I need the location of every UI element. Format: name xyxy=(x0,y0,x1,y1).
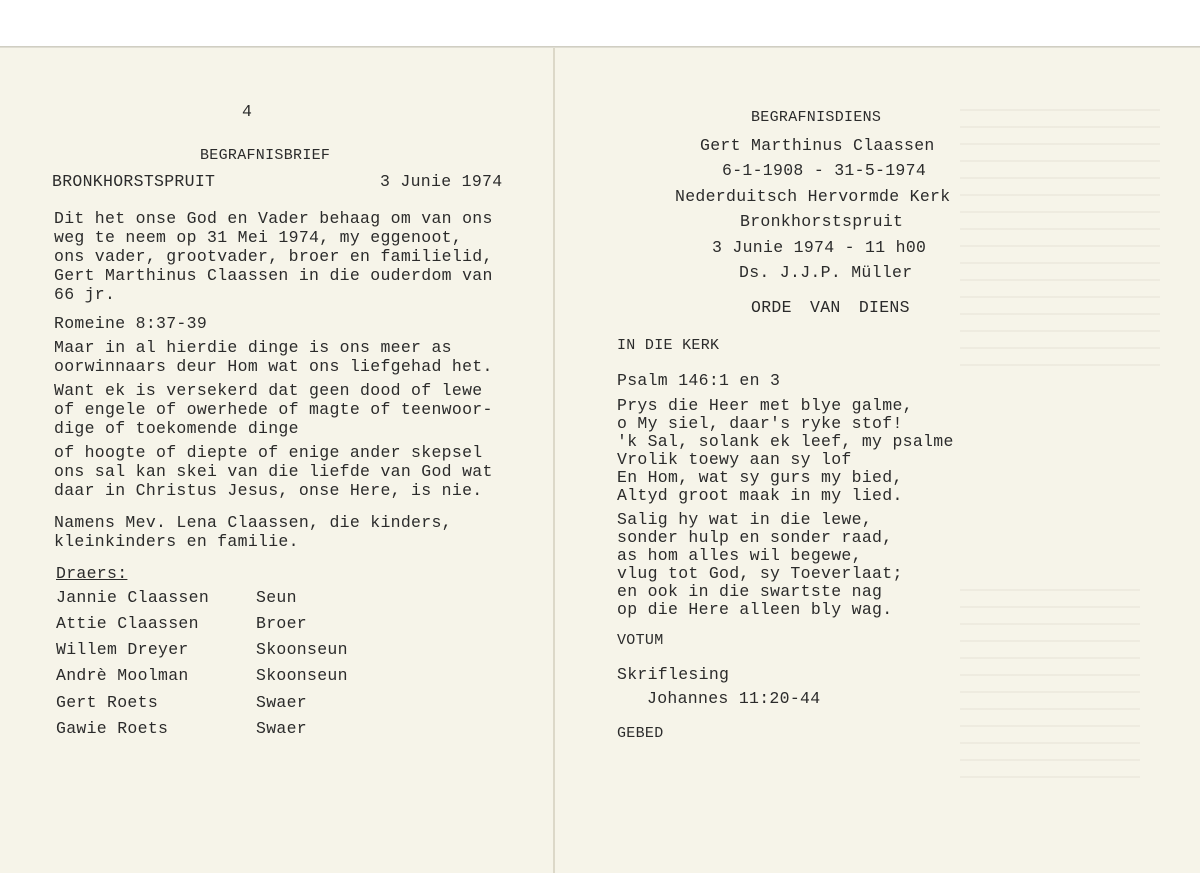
hymn-line: o My siel, daar's ryke stof! xyxy=(617,414,903,433)
bearer-name: Gawie Roets xyxy=(56,719,169,738)
place-name: BRONKHORSTSPRUIT xyxy=(52,172,216,191)
verse-line: dige of toekomende dinge xyxy=(54,419,299,438)
on-behalf-line: Namens Mev. Lena Claassen, die kinders, xyxy=(54,513,452,532)
minister-name: Ds. J.J.P. Müller xyxy=(739,263,913,282)
hymn-line: Vrolik toewy aan sy lof xyxy=(617,450,852,469)
order-of-service-title: ORDE VAN DIENS xyxy=(751,298,910,317)
section-heading: VOTUM xyxy=(617,632,664,649)
bearer-relation: Broer xyxy=(256,614,308,633)
life-dates: 6-1-1908 - 31-5-1974 xyxy=(722,161,927,180)
bearer-relation: Skoonseun xyxy=(256,640,348,659)
verse-line: Maar in al hierdie dinge is ons meer as xyxy=(54,338,452,357)
hymn-line: Salig hy wat in die lewe, xyxy=(617,510,873,529)
announcement-line: Gert Marthinus Claassen in die ouderdom van xyxy=(54,266,493,285)
hymn-line: Altyd groot maak in my lied. xyxy=(617,486,903,505)
verse-line: ons sal kan skei van die liefde van God wat xyxy=(54,462,493,481)
left-page xyxy=(0,48,553,873)
hymn-line: 'k Sal, solank ek leef, my psalme xyxy=(617,432,954,451)
section-heading: Skriflesing xyxy=(617,665,730,684)
bearer-name: Gert Roets xyxy=(56,693,159,712)
announcement-line: weg te neem op 31 Mei 1974, my eggenoot, xyxy=(54,228,463,247)
announcement-line: Dit het onse God en Vader behaag om van ons xyxy=(54,209,493,228)
bearer-name: Attie Claassen xyxy=(56,614,199,633)
hymn-line: as hom alles wil begewe, xyxy=(617,546,862,565)
bearer-name: Andrè Moolman xyxy=(56,666,189,685)
announcement-line: ons vader, grootvader, broer en familielid, xyxy=(54,247,493,266)
page-number: 4 xyxy=(242,102,253,121)
church-name: Nederduitsch Hervormde Kerk xyxy=(675,187,951,206)
bearer-name: Willem Dreyer xyxy=(56,640,189,659)
bearer-relation: Swaer xyxy=(256,719,308,738)
verse-line: daar in Christus Jesus, onse Here, is nie. xyxy=(54,481,483,500)
verse-line: oorwinnaars deur Hom wat ons liefgehad het. xyxy=(54,357,493,376)
bearer-relation: Swaer xyxy=(256,693,308,712)
right-page xyxy=(555,48,1200,873)
hymn-line: op die Here alleen bly wag. xyxy=(617,600,893,619)
hymn-line: sonder hulp en sonder raad, xyxy=(617,528,893,547)
page-title: BEGRAFNISBRIEF xyxy=(200,147,331,164)
section-heading: IN DIE KERK xyxy=(617,337,720,354)
hymn-line: vlug tot God, sy Toeverlaat; xyxy=(617,564,903,583)
letter-date: 3 Junie 1974 xyxy=(380,172,503,191)
bearers-heading: Draers: xyxy=(56,564,128,583)
hymn-line: En Hom, wat sy gurs my bied, xyxy=(617,468,903,487)
scripture-reference: Romeine 8:37-39 xyxy=(54,314,208,333)
section-heading: GEBED xyxy=(617,725,664,742)
bearer-relation: Seun xyxy=(256,588,297,607)
hymn-line: en ook in die swartste nag xyxy=(617,582,883,601)
bearer-relation: Skoonseun xyxy=(256,666,348,685)
service-date-time: 3 Junie 1974 - 11 h00 xyxy=(712,238,927,257)
psalm-reference: Psalm 146:1 en 3 xyxy=(617,371,781,390)
verse-line: of engele of owerhede of magte of teenwoor- xyxy=(54,400,493,419)
on-behalf-line: kleinkinders en familie. xyxy=(54,532,299,551)
deceased-name: Gert Marthinus Claassen xyxy=(700,136,935,155)
verse-line: Want ek is versekerd dat geen dood of lewe xyxy=(54,381,483,400)
bearer-name: Jannie Claassen xyxy=(56,588,210,607)
hymn-line: Prys die Heer met blye galme, xyxy=(617,396,913,415)
verse-line: of hoogte of diepte of enige ander skepsel xyxy=(54,443,483,462)
town-name: Bronkhorstspruit xyxy=(740,212,904,231)
service-title: BEGRAFNISDIENS xyxy=(751,109,882,126)
reading-reference: Johannes 11:20-44 xyxy=(647,689,821,708)
announcement-line: 66 jr. xyxy=(54,285,116,304)
